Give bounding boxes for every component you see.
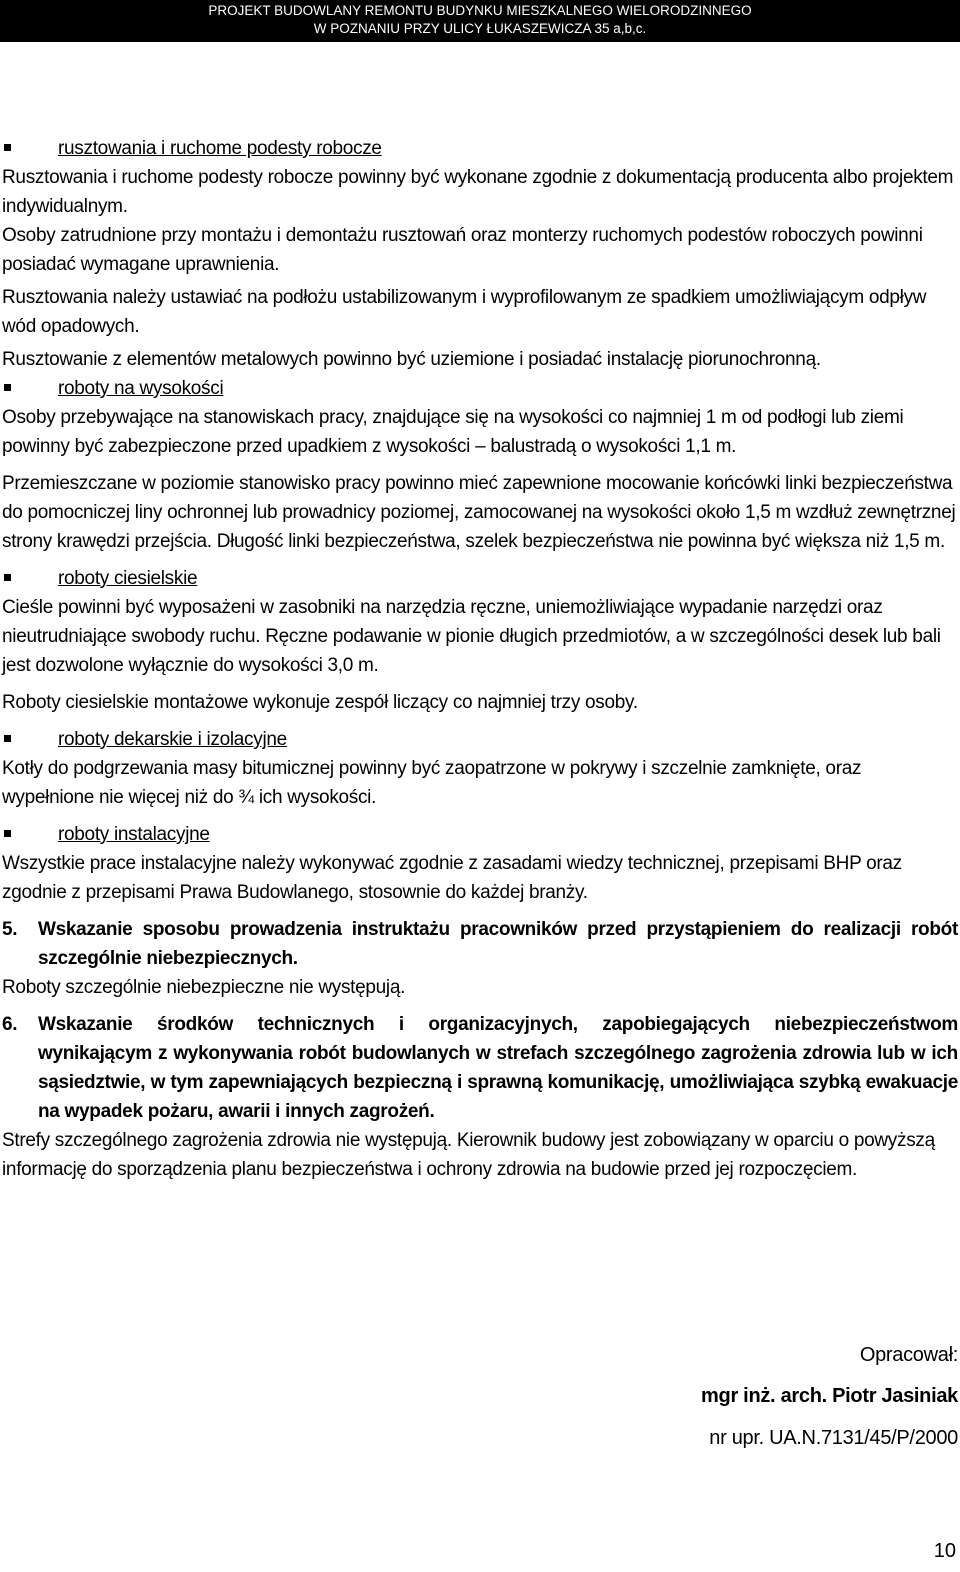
page-number: 10 bbox=[933, 1540, 956, 1562]
square-bullet-icon bbox=[4, 144, 11, 151]
signature-label: Opracował: bbox=[859, 1344, 958, 1366]
header-line-1: PROJEKT BUDOWLANY REMONTU BUDYNKU MIESZKALNEGO WIELORODZINNEGO bbox=[208, 3, 752, 18]
square-bullet-icon bbox=[4, 830, 11, 837]
header-line-2: W POZNANIU PRZY ULICY ŁUKASZEWICZA 35 a,b,c. bbox=[313, 21, 647, 36]
square-bullet-icon bbox=[4, 384, 11, 391]
section-heading-carpentry: roboty ciesielskie bbox=[2, 564, 958, 593]
document-header bbox=[0, 0, 960, 42]
paragraph: Osoby przebywające na stanowiskach pracy, znajdujące się na wysokości co najmniej 1 m od podłogi lub ziemi powinny być zabezpieczone przed upadkiem z wysokości – balustradą o wysokości 1,1 m. bbox=[2, 407, 904, 457]
section-number: 5. bbox=[2, 919, 18, 940]
square-bullet-icon bbox=[4, 735, 11, 742]
paragraph: Rusztowanie z elementów metalowych powinno być uziemione i posiadać instalację piorunochronną. bbox=[2, 349, 821, 370]
document-body bbox=[2, 134, 958, 1184]
signature-license: nr upr. UA.N.7131/45/P/2000 bbox=[709, 1427, 958, 1449]
paragraph: Strefy szczególnego zagrożenia zdrowia nie występują. Kierownik budowy jest zobowiązany w oparciu o powyższą informację do sporządzenia planu bezpieczeństwa i ochrony zdrowia na budowie przed jej rozpoczęciem. bbox=[2, 1130, 935, 1180]
section-heading-installation: roboty instalacyjne bbox=[2, 820, 958, 849]
section-6-heading: 6. Wskazanie środków technicznych i organizacyjnych, zapobiegających niebezpieczeństwom wynikającym z wykonywania robót budowlanych w strefach szczególnego zagrożenia zdrowia lub w ich sąsiedztwie, w tym zapewniających bezpieczną i sprawną komunikację, umożliwiająca szybką ewakuacje na wypadek pożaru, awarii i innych zagrożeń. bbox=[2, 1010, 958, 1126]
section-number: 6. bbox=[2, 1014, 18, 1035]
paragraph: Rusztowania i ruchome podesty robocze powinny być wykonane zgodnie z dokumentacją producenta albo projektem indywidualnym. bbox=[2, 167, 954, 217]
signature-name: mgr inż. arch. Piotr Jasiniak bbox=[701, 1385, 958, 1407]
paragraph: Przemieszczane w poziomie stanowisko pracy powinno mieć zapewnione mocowanie końcówki linki bezpieczeństwa do pomocniczej liny ochronnej lub prowadnicy poziomej, zamocowanej na wysokości około 1,5 m wzdłuż zewnętrznej strony krawędzi przejścia. Długość linki bezpieczeństwa, szelek bezpieczeństwa nie powinna być większa niż 1,5 m. bbox=[2, 473, 956, 552]
paragraph: Roboty szczególnie niebezpieczne nie występują. bbox=[2, 977, 406, 998]
paragraph: Roboty ciesielskie montażowe wykonuje zespół liczący co najmniej trzy osoby. bbox=[2, 692, 638, 713]
paragraph: Wszystkie prace instalacyjne należy wykonywać zgodnie z zasadami wiedzy technicznej, przepisami BHP oraz zgodnie z przepisami Prawa Budowlanego, stosownie do każdej branży. bbox=[2, 853, 902, 903]
paragraph: Cieśle powinni być wyposażeni w zasobniki na narzędzia ręczne, uniemożliwiające wypadanie narzędzi oraz nieutrudniające swobody ruchu. Ręczne podawanie w pionie długich przedmiotów, a w szczególności desek lub bali jest dozwolone wyłącznie do wysokości 3,0 m. bbox=[2, 597, 941, 676]
section-heading-scaffold: rusztowania i ruchome podesty robocze bbox=[2, 134, 958, 163]
square-bullet-icon bbox=[4, 574, 11, 581]
section-5-heading: 5. Wskazanie sposobu prowadzenia instruktażu pracowników przed przystąpieniem do realizacji robót szczególnie niebezpiecznych. bbox=[2, 915, 958, 973]
section-heading-roofing: roboty dekarskie i izolacyjne bbox=[2, 725, 958, 754]
section-heading-height: roboty na wysokości bbox=[2, 374, 958, 403]
paragraph: Rusztowania należy ustawiać na podłożu ustabilizowanym i wyprofilowanym ze spadkiem umożliwiającym odpływ wód opadowych. bbox=[2, 287, 927, 337]
paragraph: Osoby zatrudnione przy montażu i demontażu rusztowań oraz monterzy ruchomych podestów roboczych powinni posiadać wymagane uprawnienia. bbox=[2, 225, 923, 275]
paragraph: Kotły do podgrzewania masy bitumicznej powinny być zaopatrzone w pokrywy i szczelnie zamknięte, oraz wypełnione nie więcej niż do ¾ ich wysokości. bbox=[2, 758, 862, 808]
